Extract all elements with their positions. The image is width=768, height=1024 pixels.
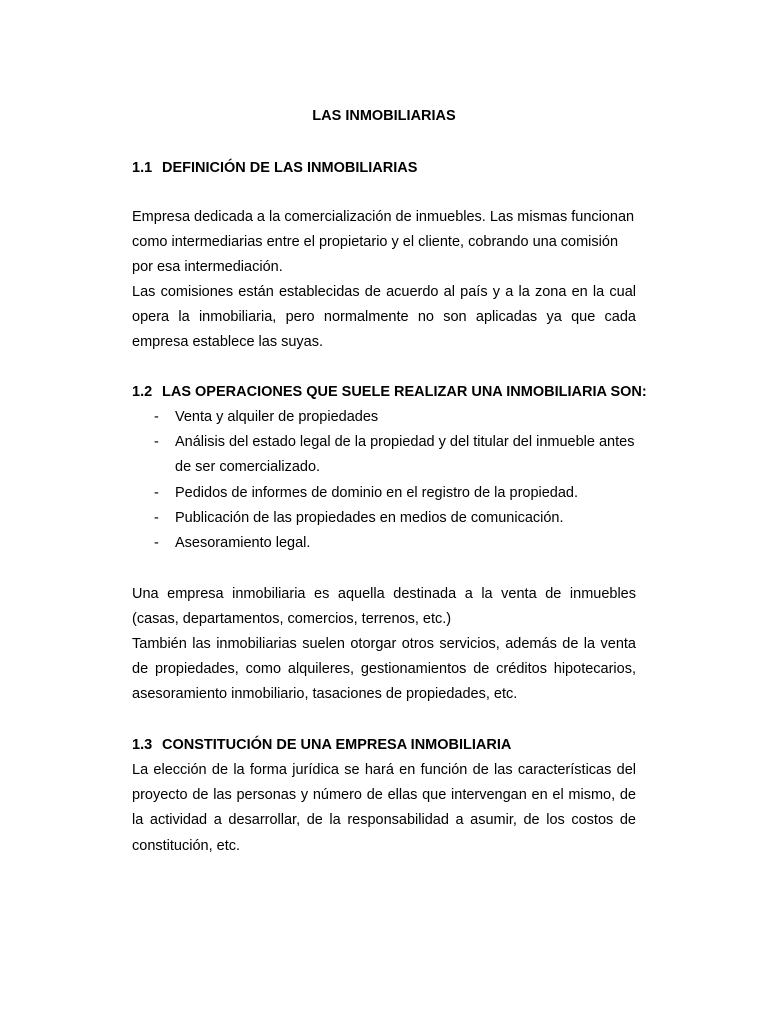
section-heading-text: DEFINICIÓN DE LAS INMOBILIARIAS (162, 160, 418, 176)
paragraph-definition: Empresa dedicada a la comercialización de inmuebles. Las mismas funcionan como intermediarias entre el propietario y el cliente, cobrando una comisión por esa intermediación. (132, 209, 635, 276)
section-heading-1-1 (132, 158, 417, 178)
bullet-marker: - (154, 434, 159, 451)
list-item (132, 481, 636, 506)
section-heading-1-3 (132, 735, 511, 755)
section-number: 1.1 (132, 160, 153, 176)
section-heading-text: LAS OPERACIONES QUE SUELE REALIZAR UNA INMOBILIARIA SON: (162, 384, 647, 400)
section-number: 1.3 (132, 737, 153, 753)
section-heading-text: CONSTITUCIÓN DE UNA EMPRESA INMOBILIARIA (162, 737, 512, 753)
list-item-text: Asesoramiento legal. (175, 535, 311, 552)
bullet-marker: - (154, 535, 159, 552)
section-heading-1-2 (132, 382, 647, 402)
paragraph-company-definition: Una empresa inmobiliaria es aquella destinada a la venta de inmuebles (casas, departamentos, comercios, terrenos, etc.) (132, 586, 636, 628)
list-item (132, 531, 636, 556)
list-item-text: Análisis del estado legal de la propiedad y del titular del inmueble antes de ser comercializado. (175, 434, 635, 476)
bullet-marker: - (154, 509, 159, 526)
list-item-text: Venta y alquiler de propiedades (175, 409, 379, 425)
paragraph-legal-form: La elección de la forma jurídica se hará en función de las características del proyecto de las personas y número de ellas que intervengan en el mismo, de la actividad a desarrollar, de la responsabilidad a asumir, de los costos de constitución, etc. (132, 762, 636, 854)
list-item (132, 405, 636, 430)
operations-list (132, 405, 636, 556)
bullet-marker: - (154, 409, 159, 425)
list-item (132, 506, 636, 531)
list-item-text: Pedidos de informes de dominio en el registro de la propiedad. (175, 484, 579, 501)
bullet-marker: - (154, 484, 159, 501)
document-title: LAS INMOBILIARIAS (312, 108, 456, 124)
list-item (132, 430, 636, 480)
paragraph-other-services: También las inmobiliarias suelen otorgar otros servicios, además de la venta de propiedades, como alquileres, gestionamientos de créditos hipotecarios, asesoramiento inmobiliario, tasaciones de propiedades, etc. (132, 636, 636, 703)
paragraph-commissions: Las comisiones están establecidas de acuerdo al país y a la zona en la cual opera la inmobiliaria, pero normalmente no son aplicadas ya que cada empresa establece las suyas. (132, 284, 636, 351)
list-item-text: Publicación de las propiedades en medios de comunicación. (175, 509, 564, 526)
section-number: 1.2 (132, 384, 153, 400)
